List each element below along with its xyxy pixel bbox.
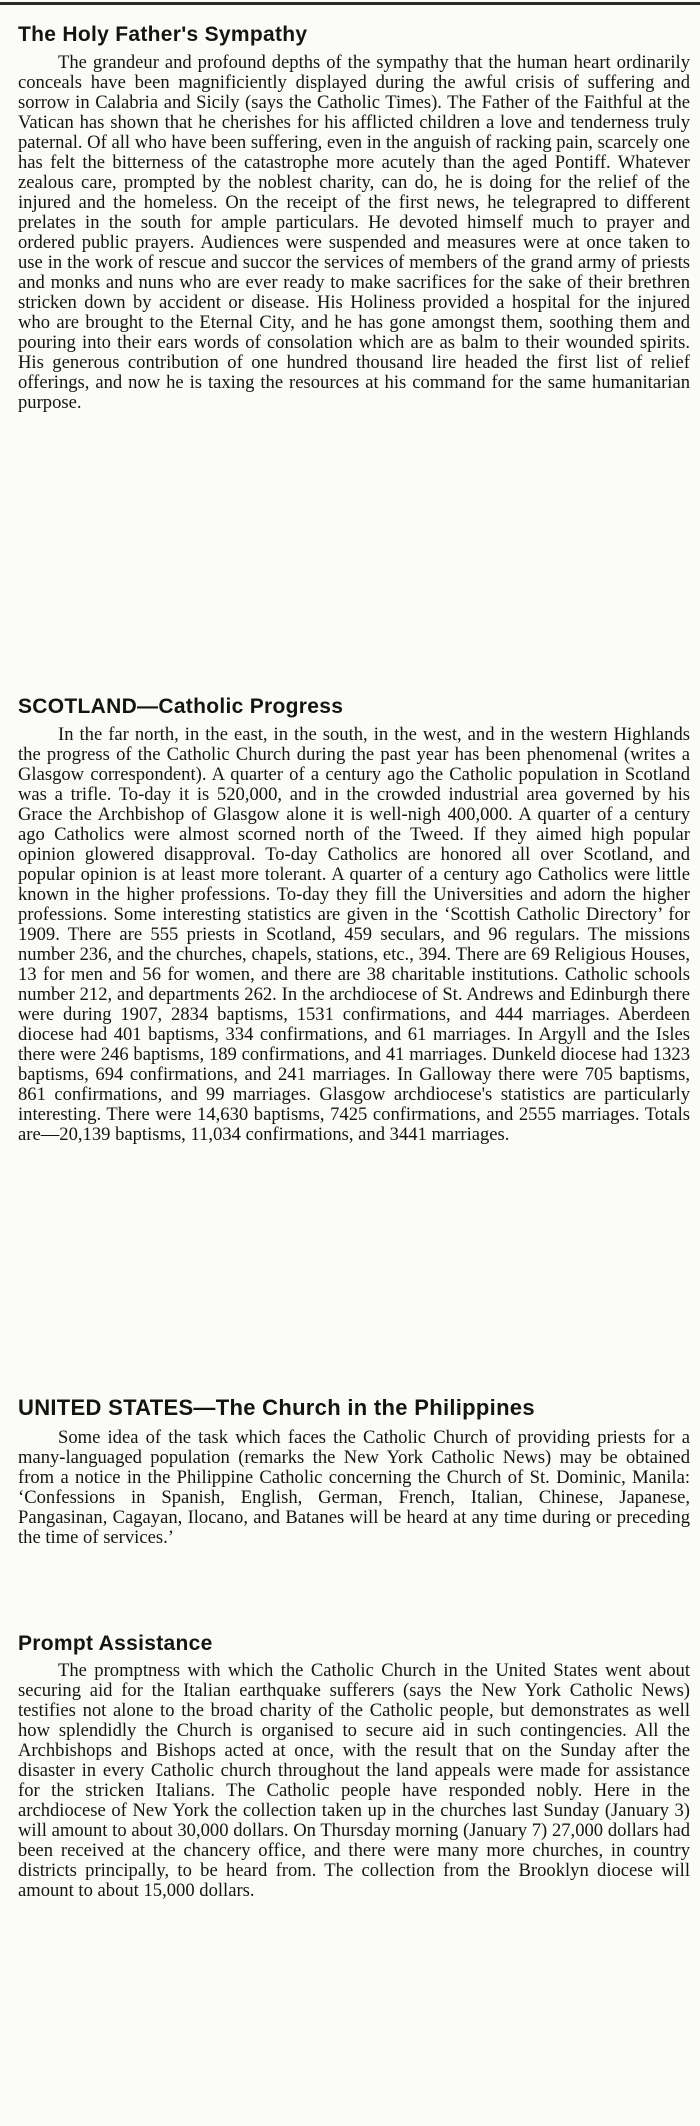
paragraph-united-states: Some idea of the task which faces the Catholic Church of providing priests for a many-languaged population (remarks the New York Catholic News) may be obtained from a notice in the Philippine Catholic concerning the Church of St. Dominic, Manila: ‘Confessions in Spanish, English, German, French, Italian, Chinese, Japanese, Pangasinan, Cagayan, Ilocano, and Batanes will be heard at any time during or preceding the time of services.’	[18, 1427, 690, 1548]
section-heading-holy-father: The Holy Father's Sympathy	[18, 23, 308, 46]
paragraph-prompt-assistance: The promptness with which the Catholic Church in the United States went about securing aid for the Italian earthquake sufferers (says the New York Catholic News) testifies not alone to the broad charity of the Catholic people, but demonstrates as well how splendidly the Church is organised to secure aid in such contingencies. All the Archbishops and Bishops acted at once, with the result that on the Sunday after the disaster in every Catholic church throughout the land appeals were made for assistance for the stricken Italians. The Catholic people have responded nobly. Here in the archdiocese of New York the collection taken up in the churches last Sunday (January 3) will amount to about 30,000 dollars. On Thursday morning (January 7) 27,000 dollars had been received at the chancery office, and there were many more churches, in country districts principally, to be heard from. The collection from the Brooklyn diocese will amount to about 15,000 dollars.	[18, 1660, 690, 1901]
section-scotland	[18, 725, 690, 1385]
section-heading-prompt-assistance: Prompt Assistance	[18, 1631, 213, 1655]
paragraph-holy-father: The grandeur and profound depths of the sympathy that the human heart ordinarily conceals have been magnificiently displayed during the awful crisis of suffering and sorrow in Calabria and Sicily (says the Catholic Times). The Father of the Faithful at the Vatican has shown that he cherishes for his afflicted children a love and tenderness truly paternal. Of all who have been suffering, even in the anguish of racking pain, scarcely one has felt the bitterness of the catastrophe more acutely than the aged Pontiff. Whatever zealous care, prompted by the noblest charity, can do, he is doing for the relief of the injured and the homeless. On the receipt of the first news, he telegrapred to different prelates in the south for ample particulars. He devoted himself much to prayer and ordered public prayers. Audiences were suspended and measures were at once taken to use in the work of rescue and succor the services of members of the grand army of priests and monks and nuns who are ever ready to make sacrifices for the sake of their brethren stricken down by accident or disease. His Holiness provided a hospital for the injured who are brought to the Eternal City, and he has gone amongst them, soothing them and pouring into their ears words of consolation which are as balm to their wounded spirits. His generous contribution of one hundred thousand lire headed the first list of relief offerings, and now he is taxing the resources at his command for the same humanitarian purpose.	[18, 53, 690, 414]
section-holy-father	[18, 53, 690, 686]
paragraph-scotland: In the far north, in the east, in the south, in the west, and in the western Highlands the progress of the Catholic Church during the past year has been phenomenal (writes a Glasgow correspondent). A quarter of a century ago the Catholic population in Scotland was a trifle. To-day it is 520,000, and in the crowded industrial area governed by his Grace the Archbishop of Glasgow alone it is well-nigh 400,000. A quarter of a century ago Catholics were almost scorned north of the Tweed. If they aimed high popular opinion glowered disapproval. To-day Catholics are honored all over Scotland, and popular opinion is at least more tolerant. A quarter of a century ago Catholics were little known in the higher professions. To-day they fill the Universities and adorn the higher professions. Some interesting statistics are given in the ‘Scottish Catholic Directory’ for 1909. There are 555 priests in Scotland, 459 seculars, and 96 regulars. The missions number 236, and the churches, chapels, stations, etc., 394. There are 69 Religious Houses, 13 for men and 56 for women, and there are 38 charitable institutions. Catholic schools number 212, and departments 262. In the archdiocese of St. Andrews and Edinburgh there were during 1907, 2834 baptisms, 1531 confirmations, and 444 marriages. Aberdeen diocese had 401 baptisms, 334 confirmations, and 61 marriages. In Argyll and the Isles there were 246 baptisms, 189 confirmations, and 41 marriages. Dunkeld diocese had 1323 baptisms, 694 confirmations, and 241 marriages. In Galloway there were 705 baptisms, 861 confirmations, and 99 marriages. Glasgow archdiocese's statistics are particularly interesting. There were 14,630 baptisms, 7425 confirmations, and 2555 marriages. Totals are—20,139 baptisms, 11,034 confirmations, and 3441 marriages.	[18, 725, 690, 1146]
section-heading-united-states: UNITED STATES—The Church in the Philippines	[18, 1395, 535, 1421]
section-heading-scotland: SCOTLAND—Catholic Progress	[18, 695, 344, 719]
article-column	[18, 22, 690, 2098]
section-prompt-assistance	[18, 1661, 690, 2098]
section-united-states	[18, 1428, 690, 1623]
top-rule	[0, 2, 700, 5]
